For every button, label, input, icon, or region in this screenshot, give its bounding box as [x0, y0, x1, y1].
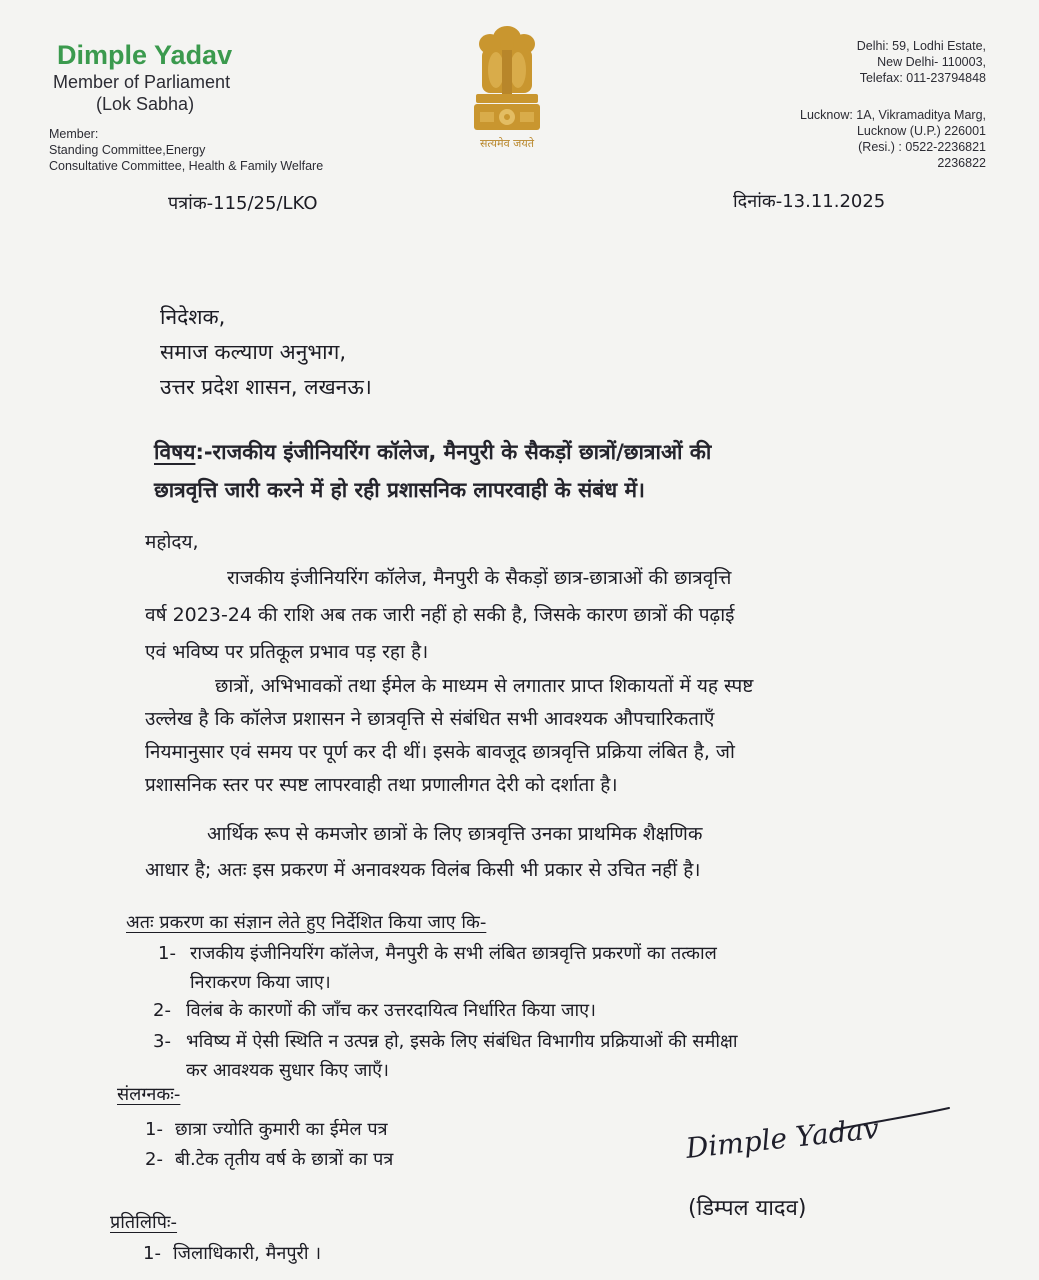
delhi-telefax: Telefax: 011-23794848 [859, 71, 986, 85]
addressee-line: निदेशक, [160, 305, 226, 329]
signature-text: Dimple Yadav [684, 1111, 881, 1165]
lucknow-phone: 2236822 [937, 156, 986, 170]
enclosure-number: 1- [145, 1119, 163, 1140]
lucknow-address-line: Lucknow (U.P.) 226001 [856, 124, 986, 138]
lucknow-address [800, 107, 986, 171]
enclosure-number: 2- [145, 1149, 163, 1170]
copy-label: प्रतिलिपिः- [110, 1212, 178, 1233]
directive-line: निराकरण किया जाए। [190, 972, 331, 993]
enclosure-label: संलग्नकः- [117, 1084, 181, 1105]
subject [154, 433, 924, 509]
mp-name: Dimple Yadav [57, 40, 233, 70]
directive-line: कर आवश्यक सुधार किए जाएँ। [186, 1060, 389, 1081]
paragraph-2 [145, 670, 915, 802]
letter-date: दिनांक-13.11.2025 [733, 191, 886, 212]
directive-number: 2- [153, 1000, 171, 1021]
paragraph-line: एवं भविष्य पर प्रतिकूल प्रभाव पड़ रहा है। [145, 641, 429, 663]
directive-number: 3- [153, 1031, 171, 1052]
subject-text: छात्रवृत्ति जारी करने में हो रही प्रशासनिक लापरवाही के संबंध में। [154, 478, 645, 502]
paragraph-line: आर्थिक रूप से कमजोर छात्रों के लिए छात्रवृत्ति उनका प्राथमिक शैक्षणिक [207, 823, 703, 845]
addressee-line: समाज कल्याण अनुभाग, [160, 340, 347, 364]
lucknow-phone: (Resi.) : 0522-2236821 [858, 140, 986, 154]
enclosure-item: छात्रा ज्योति कुमारी का ईमेल पत्र [175, 1119, 388, 1140]
delhi-address-line: Delhi: 59, Lodhi Estate, [856, 39, 986, 53]
directive-line: भविष्य में ऐसी स्थिति न उत्पन्न हो, इसके लिए संबंधित विभागीय प्रक्रियाओं की समीक्षा [186, 1031, 738, 1052]
directive-item [190, 939, 920, 997]
mp-title: Member of Parliament [53, 72, 231, 92]
paragraph-line: वर्ष 2023-24 की राशि अब तक जारी नहीं हो सकी है, जिसके कारण छात्रों की पढ़ाई [145, 604, 735, 626]
copy-number: 1- [143, 1243, 161, 1264]
directive-item [186, 1027, 926, 1085]
subject-text: :-राजकीय इंजीनियरिंग कॉलेज, मैनपुरी के सैकड़ों छात्रों/छात्राओं की [195, 440, 712, 464]
salutation: महोदय, [145, 531, 199, 553]
directive-intro: अतः प्रकरण का संज्ञान लेते हुए निर्देशित किया जाए कि- [126, 912, 487, 933]
paragraph-1 [145, 560, 915, 671]
delhi-address [857, 38, 986, 86]
signature-icon [683, 1100, 963, 1175]
committee-energy: Standing Committee,Energy [49, 143, 206, 157]
national-emblem-icon [462, 20, 552, 155]
copy-item: जिलाधिकारी, मैनपुरी । [173, 1243, 322, 1264]
paragraph-line: उल्लेख है कि कॉलेज प्रशासन ने छात्रवृत्ति से संबंधित सभी आवश्यक औपचारिकताएँ [145, 708, 715, 730]
paragraph-line: राजकीय इंजीनियरिंग कॉलेज, मैनपुरी के सैकड़ों छात्र-छात्राओं की छात्रवृत्ति [227, 567, 732, 589]
committee-health: Consultative Committee, Health & Family Welfare [49, 159, 324, 173]
member-label: Member: [49, 127, 99, 141]
committee-membership [49, 126, 323, 174]
reference-number: पत्रांक-115/25/LKO [168, 193, 318, 214]
emblem-motto: सत्यमेव जयते [479, 137, 534, 150]
paragraph-line: छात्रों, अभिभावकों तथा ईमेल के माध्यम से लगातार प्राप्त शिकायतों में यह स्पष्ट [215, 675, 754, 697]
paragraph-line: नियमानुसार एवं समय पर पूर्ण कर दी थीं। इसके बावजूद छात्रवृत्ति प्रक्रिया लंबित है, जो [145, 741, 735, 763]
enclosure-item: बी.टेक तृतीय वर्ष के छात्रों का पत्र [175, 1149, 394, 1170]
mp-house: (Lok Sabha) [96, 94, 195, 114]
paragraph-line: आधार है; अतः इस प्रकरण में अनावश्यक विलंब किसी भी प्रकार से उचित नहीं है। [145, 859, 701, 881]
addressee-line: उत्तर प्रदेश शासन, लखनऊ। [160, 375, 372, 399]
paragraph-line: प्रशासनिक स्तर पर स्पष्ट लापरवाही तथा प्रणालीगत देरी को दर्शाता है। [145, 774, 618, 796]
directive-line: राजकीय इंजीनियरिंग कॉलेज, मैनपुरी के सभी लंबित छात्रवृत्ति प्रकरणों का तत्काल [190, 943, 717, 964]
lucknow-address-line: Lucknow: 1A, Vikramaditya Marg, [800, 108, 986, 122]
directive-number: 1- [158, 943, 176, 964]
delhi-address-line: New Delhi- 110003, [877, 55, 986, 69]
subject-label: विषय [154, 440, 196, 464]
directive-line: विलंब के कारणों की जाँच कर उत्तरदायित्व निर्धारित किया जाए। [186, 1000, 596, 1021]
signatory-name: (डिम्पल यादव) [688, 1196, 807, 1221]
paragraph-3 [145, 816, 915, 888]
